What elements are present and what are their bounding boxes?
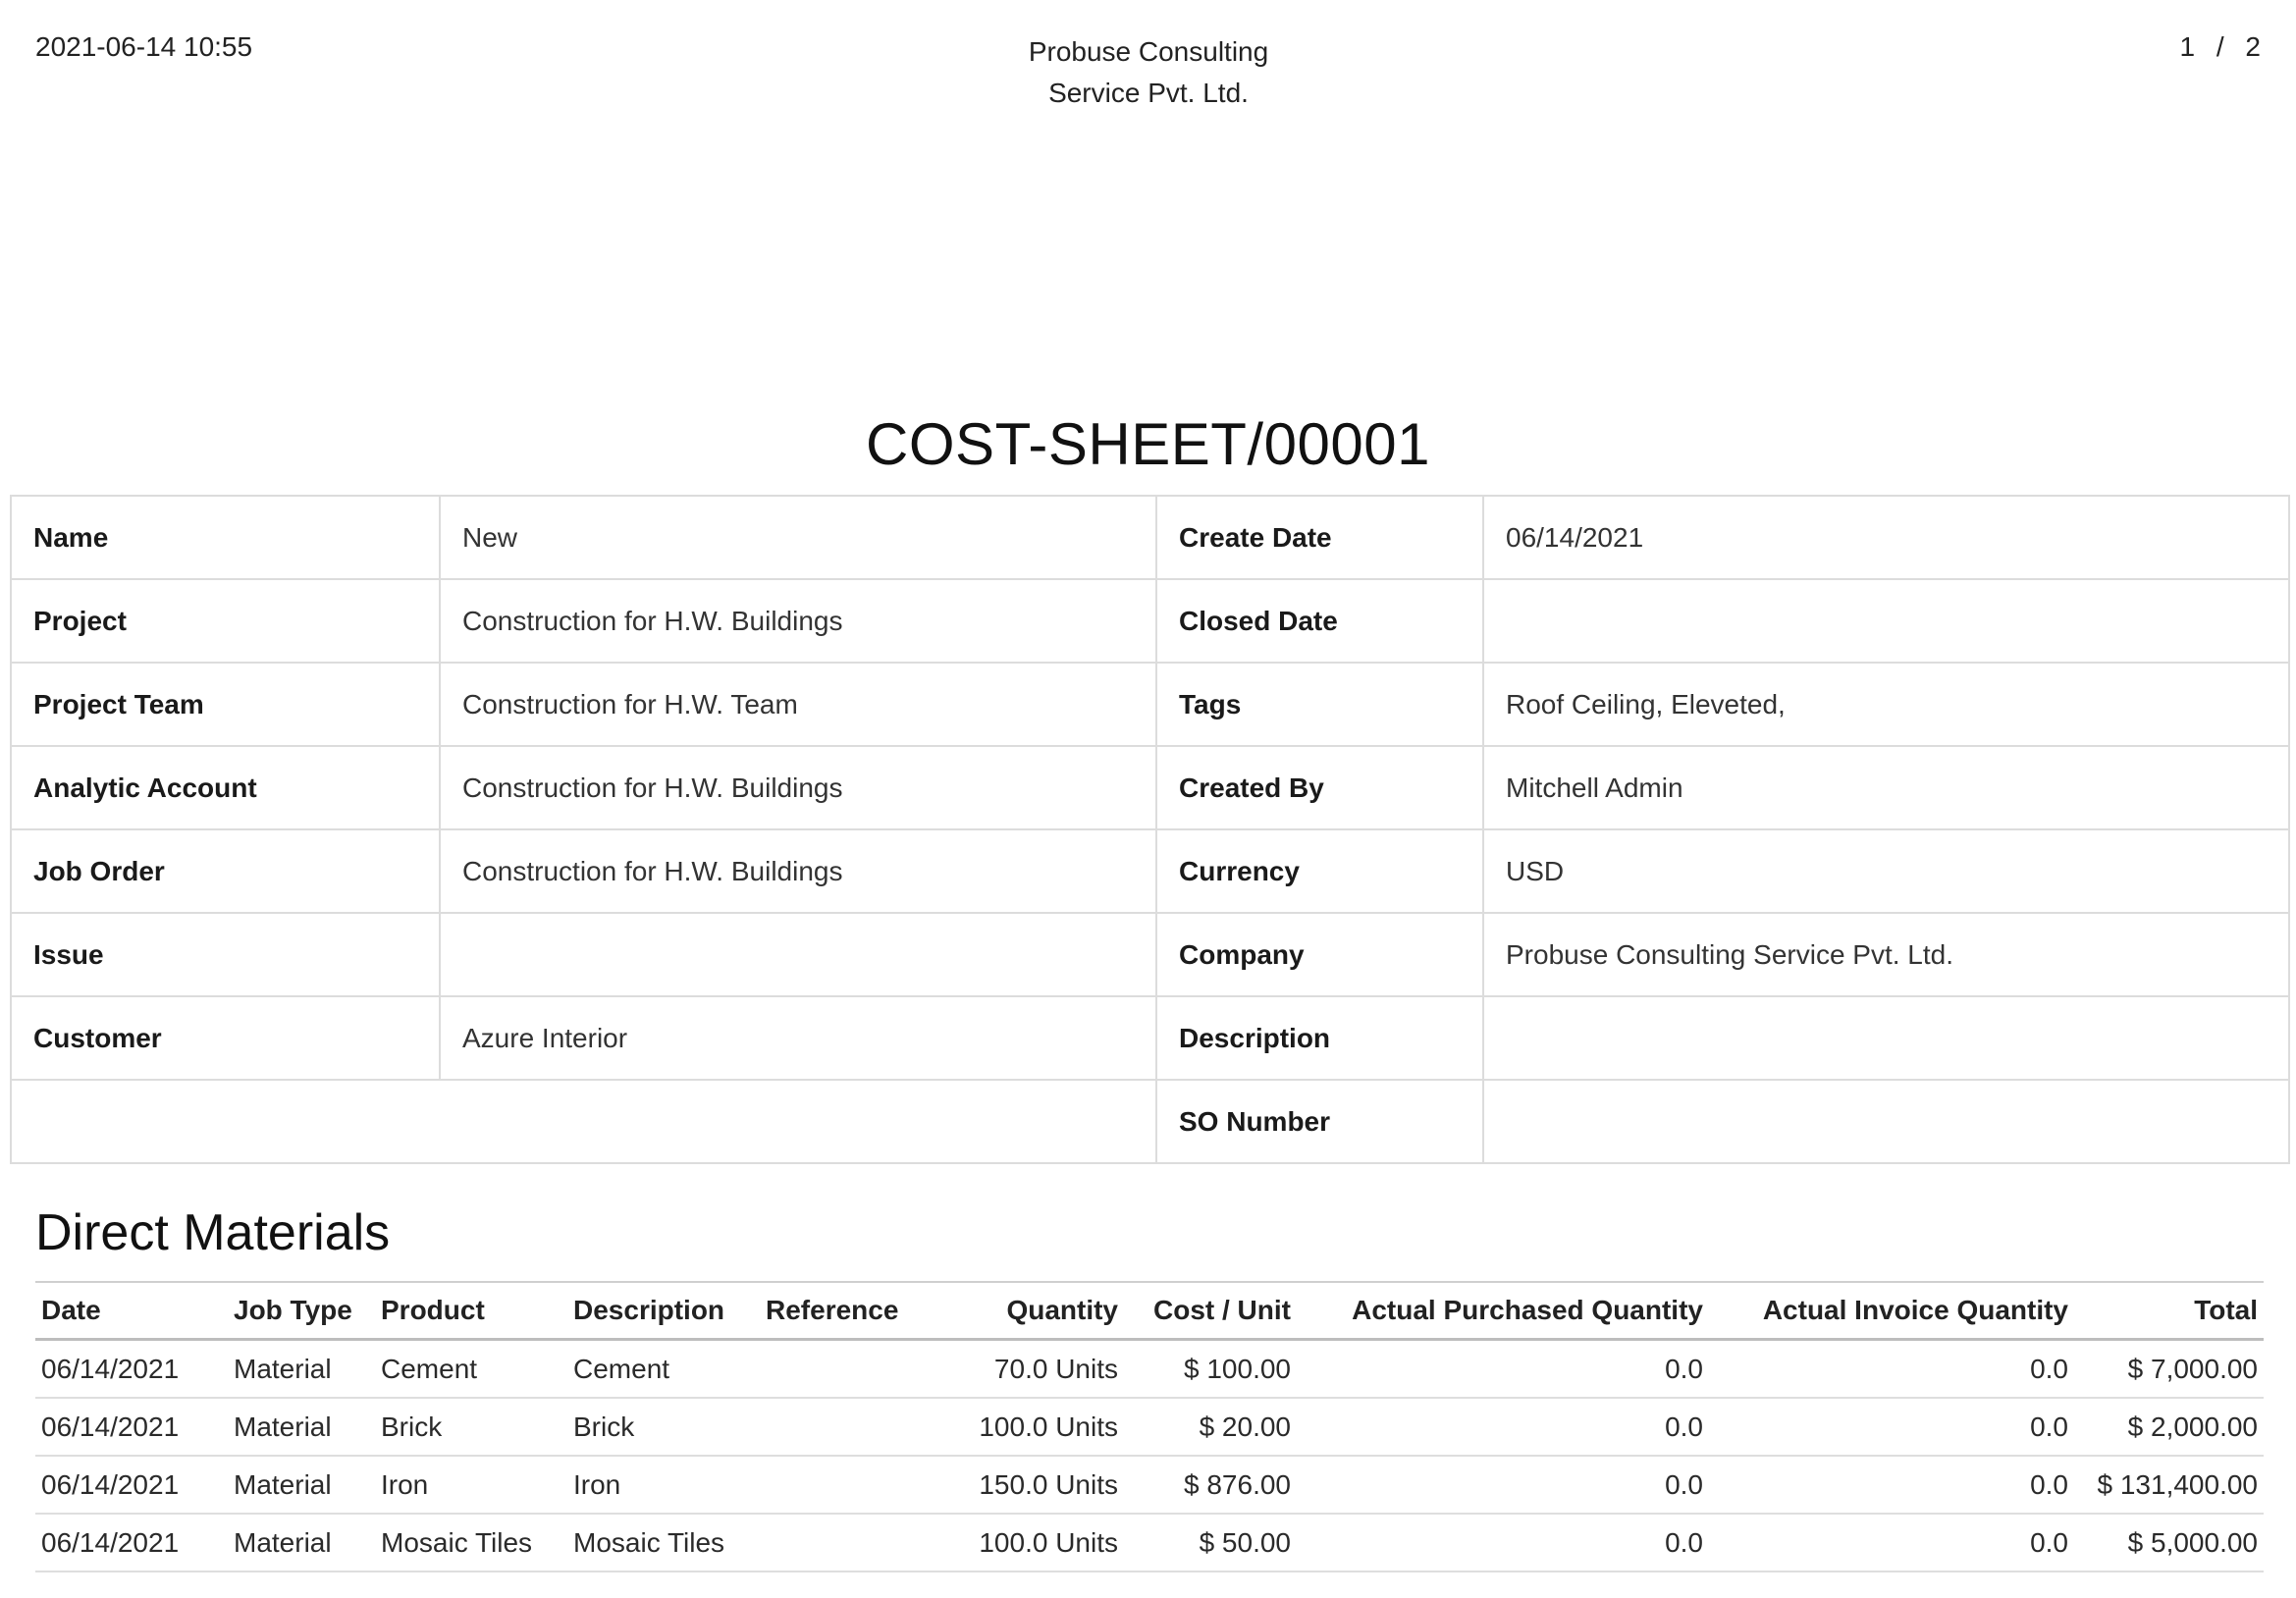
cell-reference <box>760 1456 942 1514</box>
value-customer: Azure Interior <box>440 996 1156 1080</box>
value-analytic-account: Construction for H.W. Buildings <box>440 746 1156 829</box>
cell-description: Iron <box>567 1456 760 1514</box>
label-name: Name <box>11 496 440 579</box>
cell-product: Brick <box>375 1398 567 1456</box>
cell-quantity: 100.0 Units <box>942 1514 1124 1571</box>
value-job-order: Construction for H.W. Buildings <box>440 829 1156 913</box>
company-name-line2: Service Pvt. Ltd. <box>1048 78 1249 108</box>
cell-actual-purchased-qty: 0.0 <box>1297 1398 1709 1456</box>
label-customer: Customer <box>11 996 440 1080</box>
label-created-by: Created By <box>1156 746 1483 829</box>
cell-actual-purchased-qty: 0.0 <box>1297 1340 1709 1399</box>
cell-product: Mosaic Tiles <box>375 1514 567 1571</box>
label-issue: Issue <box>11 913 440 996</box>
label-create-date: Create Date <box>1156 496 1483 579</box>
cell-total: $ 5,000.00 <box>2074 1514 2264 1571</box>
cell-quantity: 70.0 Units <box>942 1340 1124 1399</box>
info-row-analytic-account <box>11 746 2289 829</box>
info-row-project-team <box>11 663 2289 746</box>
company-name-line1: Probuse Consulting <box>1028 36 1269 67</box>
cell-date: 06/14/2021 <box>35 1514 228 1571</box>
cost-sheet-info-table <box>10 495 2290 1164</box>
cell-quantity: 150.0 Units <box>942 1456 1124 1514</box>
cell-reference <box>760 1514 942 1571</box>
info-row-job-order <box>11 829 2289 913</box>
cell-cost-unit: $ 20.00 <box>1124 1398 1297 1456</box>
col-description: Description <box>567 1282 760 1340</box>
cell-actual-purchased-qty: 0.0 <box>1297 1456 1709 1514</box>
label-so-number: SO Number <box>1156 1080 1483 1163</box>
cell-actual-purchased-qty: 0.0 <box>1297 1514 1709 1571</box>
label-job-order: Job Order <box>11 829 440 913</box>
col-reference: Reference <box>760 1282 942 1340</box>
col-total: Total <box>2074 1282 2264 1340</box>
cell-job-type: Material <box>228 1456 375 1514</box>
label-project-team: Project Team <box>11 663 440 746</box>
cell-actual-invoice-qty: 0.0 <box>1709 1514 2074 1571</box>
page-current: 1 <box>2179 31 2196 62</box>
col-quantity: Quantity <box>942 1282 1124 1340</box>
cell-total: $ 131,400.00 <box>2074 1456 2264 1514</box>
cell-reference <box>760 1398 942 1456</box>
cell-cost-unit: $ 50.00 <box>1124 1514 1297 1571</box>
cell-description: Mosaic Tiles <box>567 1514 760 1571</box>
direct-materials-table <box>35 1281 2264 1572</box>
cell-actual-invoice-qty: 0.0 <box>1709 1398 2074 1456</box>
cell-job-type: Material <box>228 1514 375 1571</box>
table-row <box>35 1398 2264 1456</box>
info-row-name <box>11 496 2289 579</box>
cell-product: Cement <box>375 1340 567 1399</box>
cell-date: 06/14/2021 <box>35 1456 228 1514</box>
page-total: 2 <box>2245 31 2261 62</box>
page-separator: / <box>2216 31 2224 62</box>
table-row <box>35 1340 2264 1399</box>
info-row-so-number <box>11 1080 2289 1163</box>
label-company: Company <box>1156 913 1483 996</box>
col-actual-invoice-qty: Actual Invoice Quantity <box>1709 1282 2074 1340</box>
col-actual-purchased-qty: Actual Purchased Quantity <box>1297 1282 1709 1340</box>
cell-job-type: Material <box>228 1340 375 1399</box>
label-project: Project <box>11 579 440 663</box>
value-tags: Roof Ceiling, Eleveted, <box>1483 663 2289 746</box>
cell-date: 06/14/2021 <box>35 1340 228 1399</box>
table-header-row <box>35 1282 2264 1340</box>
col-cost-unit: Cost / Unit <box>1124 1282 1297 1340</box>
print-datetime: 2021-06-14 10:55 <box>35 31 253 62</box>
label-currency: Currency <box>1156 829 1483 913</box>
col-product: Product <box>375 1282 567 1340</box>
cell-description: Cement <box>567 1340 760 1399</box>
cell-cost-unit: $ 876.00 <box>1124 1456 1297 1514</box>
cell-cost-unit: $ 100.00 <box>1124 1340 1297 1399</box>
page-header <box>0 0 2296 118</box>
cell-quantity: 100.0 Units <box>942 1398 1124 1456</box>
value-project-team: Construction for H.W. Team <box>440 663 1156 746</box>
value-currency: USD <box>1483 829 2289 913</box>
cell-actual-invoice-qty: 0.0 <box>1709 1340 2074 1399</box>
label-closed-date: Closed Date <box>1156 579 1483 663</box>
cell-actual-invoice-qty: 0.0 <box>1709 1456 2074 1514</box>
label-analytic-account: Analytic Account <box>11 746 440 829</box>
info-row-issue <box>11 913 2289 996</box>
value-project: Construction for H.W. Buildings <box>440 579 1156 663</box>
empty-cell <box>11 1080 1156 1163</box>
value-issue <box>440 913 1156 996</box>
cell-product: Iron <box>375 1456 567 1514</box>
col-job-type: Job Type <box>228 1282 375 1340</box>
cell-total: $ 2,000.00 <box>2074 1398 2264 1456</box>
info-row-project <box>11 579 2289 663</box>
direct-materials-title: Direct Materials <box>35 1204 391 1261</box>
value-name: New <box>440 496 1156 579</box>
value-created-by: Mitchell Admin <box>1483 746 2289 829</box>
company-name <box>1001 31 1296 114</box>
cell-job-type: Material <box>228 1398 375 1456</box>
page-counter <box>2180 31 2262 63</box>
info-row-customer <box>11 996 2289 1080</box>
cell-total: $ 7,000.00 <box>2074 1340 2264 1399</box>
value-so-number <box>1483 1080 2289 1163</box>
value-create-date: 06/14/2021 <box>1483 496 2289 579</box>
value-closed-date <box>1483 579 2289 663</box>
label-description: Description <box>1156 996 1483 1080</box>
cell-reference <box>760 1340 942 1399</box>
value-company: Probuse Consulting Service Pvt. Ltd. <box>1483 913 2289 996</box>
label-tags: Tags <box>1156 663 1483 746</box>
cell-date: 06/14/2021 <box>35 1398 228 1456</box>
table-row <box>35 1514 2264 1571</box>
table-row <box>35 1456 2264 1514</box>
cell-description: Brick <box>567 1398 760 1456</box>
value-description <box>1483 996 2289 1080</box>
document-title: COST-SHEET/00001 <box>866 411 1430 477</box>
col-date: Date <box>35 1282 228 1340</box>
